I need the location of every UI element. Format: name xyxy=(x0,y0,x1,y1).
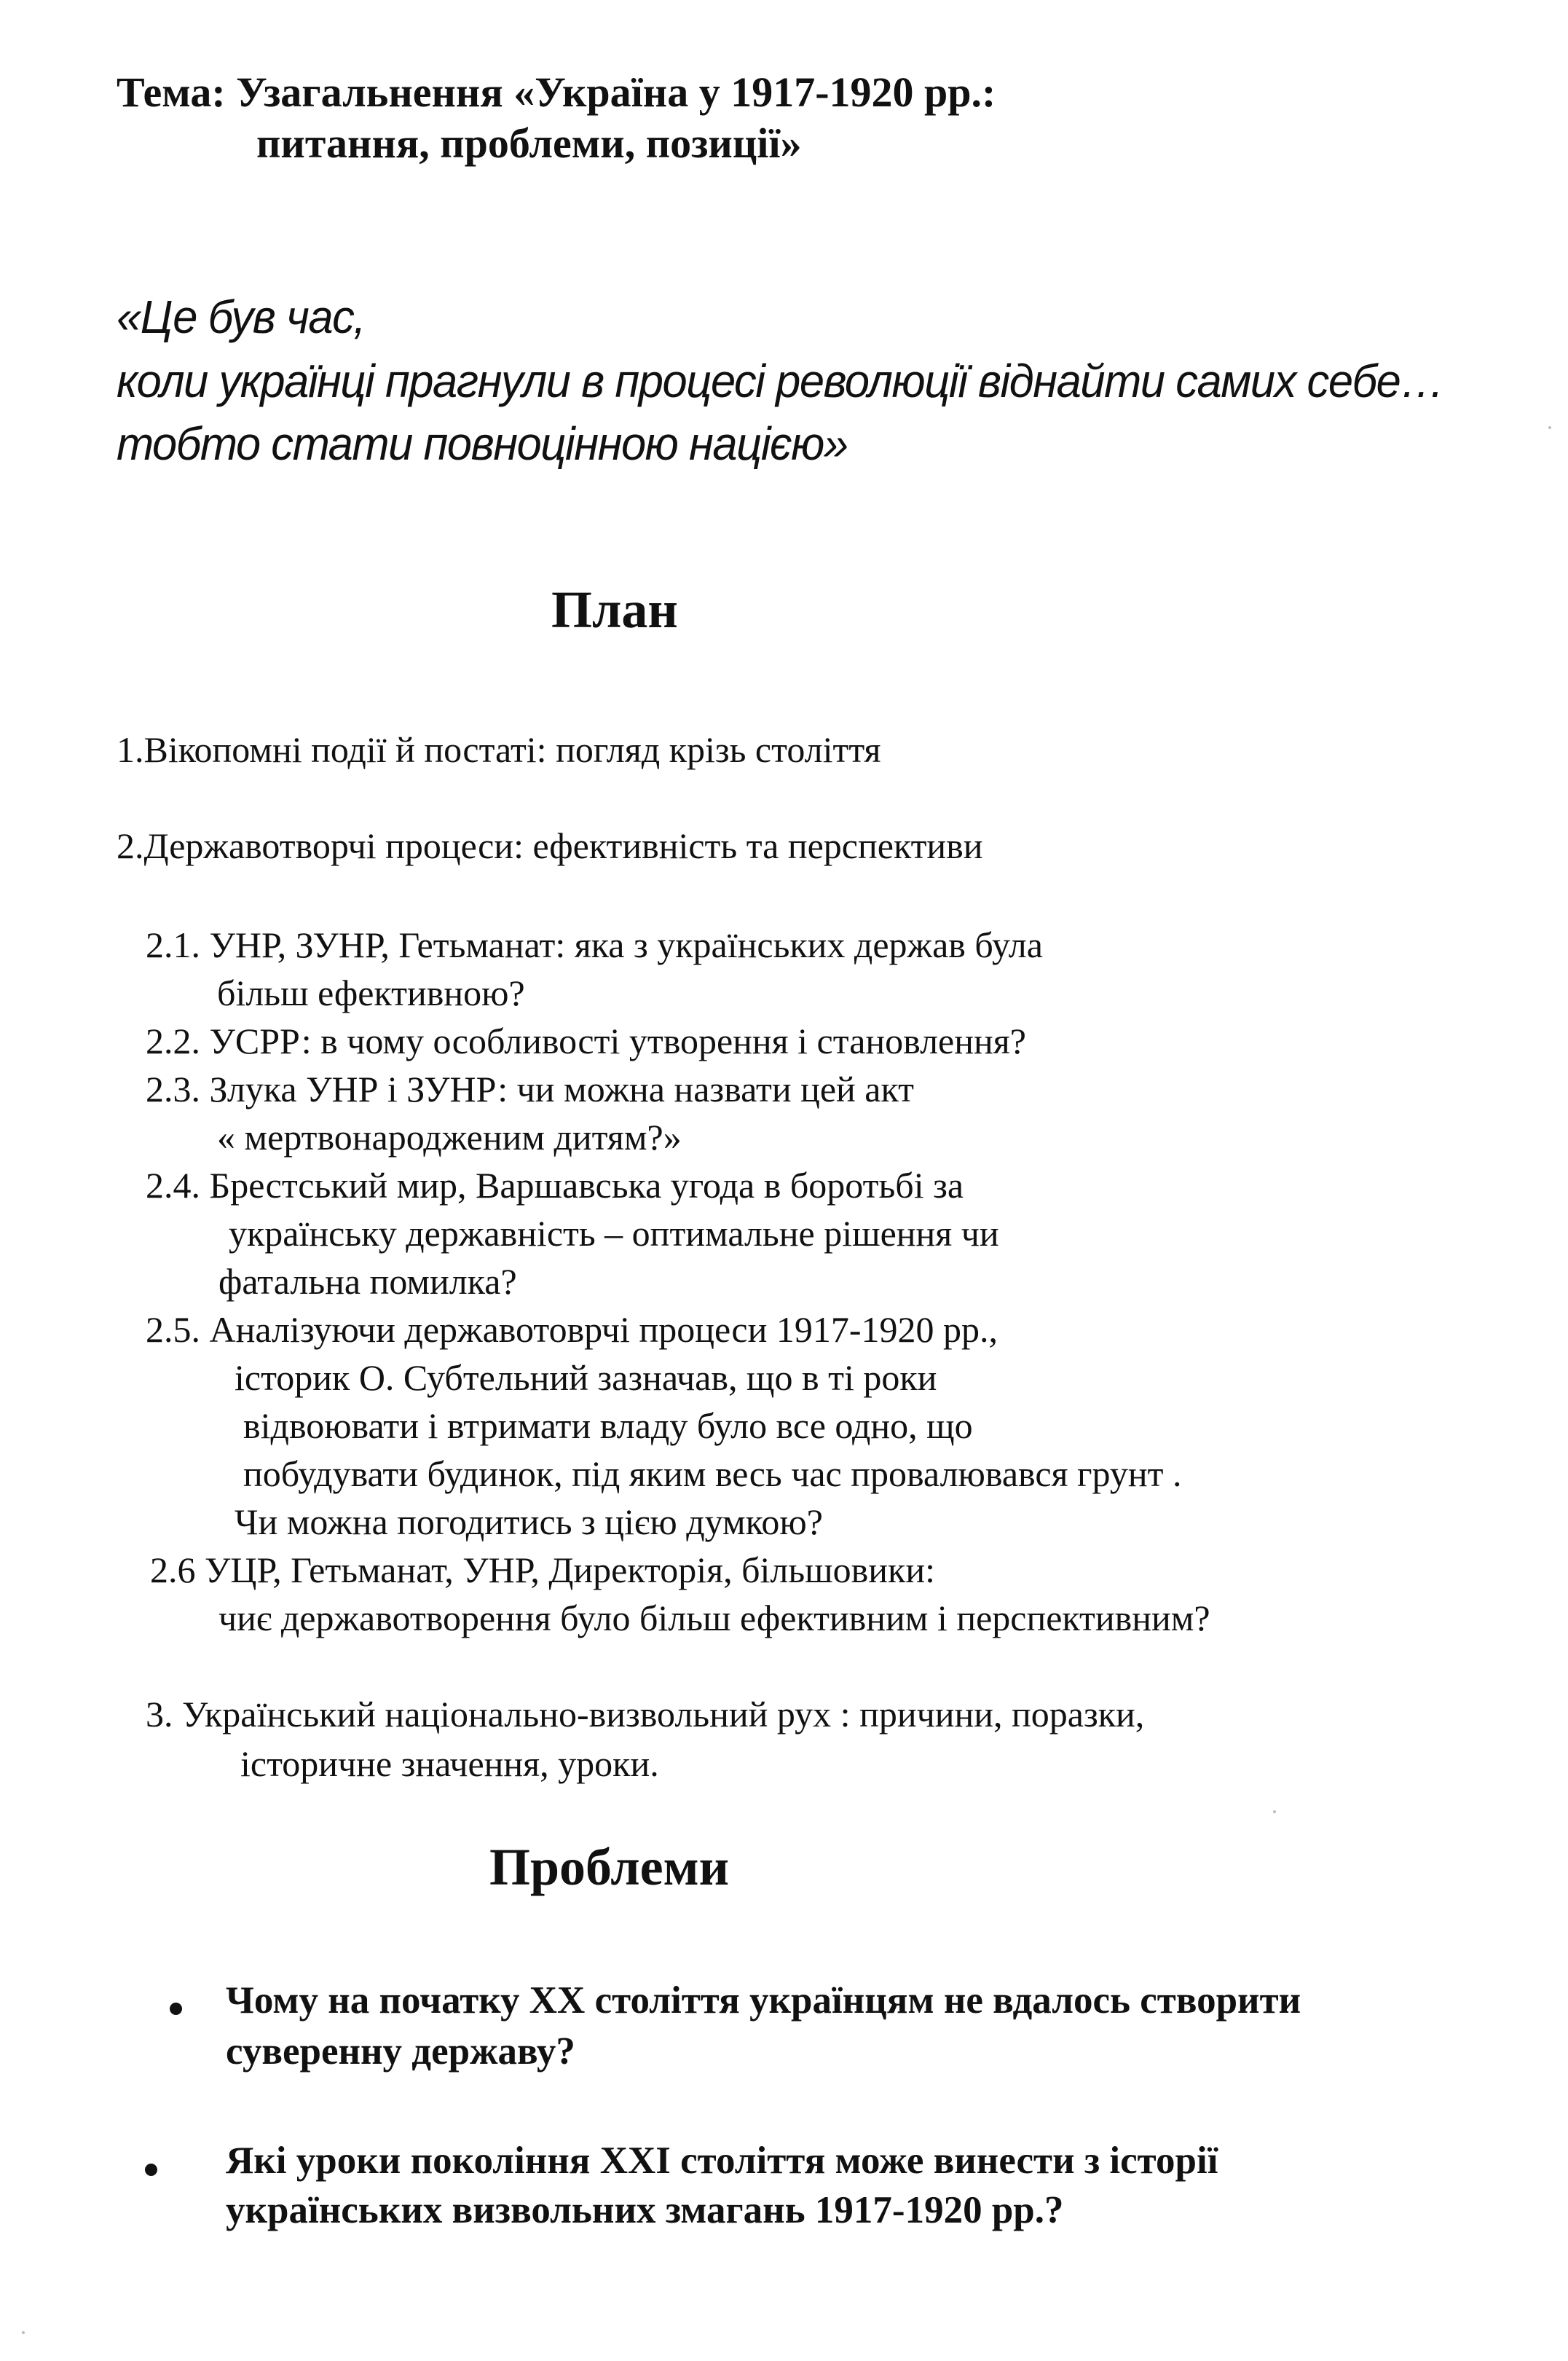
plan-item-3-cont: історичне значення, уроки. xyxy=(240,1743,659,1784)
problem-item-1-line-1: Чому на початку ХХ століття українцям не вдалось створити xyxy=(226,1979,1301,2022)
plan-item-2-1-cont: більш ефективною? xyxy=(217,973,525,1013)
plan-item-1: 1.Вікопомні події й постаті: погляд крізь століття xyxy=(117,729,881,770)
topic-title-line-2: питання, проблеми, позиції» xyxy=(256,119,802,167)
epigraph-line-2: коли українці прагнули в процесі революції віднайти самих себе… xyxy=(117,355,1444,407)
plan-item-2-3-cont: « мертвонародженим дитям?» xyxy=(217,1117,682,1158)
problem-item-2-line-1: Які уроки покоління ХХІ століття може винести з історії xyxy=(226,2140,1218,2182)
plan-item-2-4: 2.4. Брестський мир, Варшавська угода в боротьбі за xyxy=(146,1165,964,1206)
plan-item-2-5-cont-3: побудувати будинок, під яким весь час провалювався грунт . xyxy=(243,1453,1182,1494)
bullet-icon xyxy=(170,2003,182,2015)
scan-speck xyxy=(1273,1810,1276,1813)
problem-item-2-line-2: українських визвольних змагань 1917-1920 рр.? xyxy=(226,2189,1064,2231)
plan-item-2-6-cont: чиє державотворення було більш ефективним і перспективним? xyxy=(218,1598,1210,1638)
plan-heading: План xyxy=(551,581,678,639)
epigraph-line-1: «Це був час, xyxy=(117,291,365,343)
topic-title-line-1: Тема: Узагальнення «Україна у 1917-1920 рр.: xyxy=(117,68,996,116)
plan-item-2-5-cont-2: відвоювати і втримати владу було все одно, що xyxy=(243,1405,973,1446)
plan-item-2: 2.Державотворчі процеси: ефективність та перспективи xyxy=(117,825,983,866)
problem-item-1-line-2: суверенну державу? xyxy=(226,2030,575,2073)
plan-item-2-3: 2.3. Злука УНР і ЗУНР: чи можна назвати цей акт xyxy=(146,1069,914,1109)
epigraph-line-3: тобто стати повноцінною нацією» xyxy=(117,417,848,470)
plan-item-2-6: 2.6 УЦР, Гетьманат, УНР, Директорія, більшовики: xyxy=(150,1549,935,1590)
problems-heading: Проблеми xyxy=(489,1838,730,1896)
plan-item-2-1: 2.1. УНР, ЗУНР, Гетьманат: яка з українських держав була xyxy=(146,924,1043,965)
scan-speck xyxy=(22,2331,25,2334)
plan-item-3: 3. Український національно-визвольний рух : причини, поразки, xyxy=(146,1694,1145,1735)
scan-speck xyxy=(1548,426,1551,429)
plan-item-2-4-cont-1: українську державність – оптимальне рішення чи xyxy=(229,1213,999,1254)
plan-item-2-5-cont-1: історик О. Субтельний зазначав, що в ті роки xyxy=(235,1357,937,1398)
plan-item-2-5-cont-4: Чи можна погодитись з цією думкою? xyxy=(235,1501,823,1542)
plan-item-2-5: 2.5. Аналізуючи державотоврчі процеси 1917-1920 рр., xyxy=(146,1309,998,1350)
bullet-icon xyxy=(145,2164,157,2176)
plan-item-2-4-cont-2: фатальна помилка? xyxy=(218,1261,517,1302)
plan-item-2-2: 2.2. УСРР: в чому особливості утворення і становлення? xyxy=(146,1021,1026,1061)
